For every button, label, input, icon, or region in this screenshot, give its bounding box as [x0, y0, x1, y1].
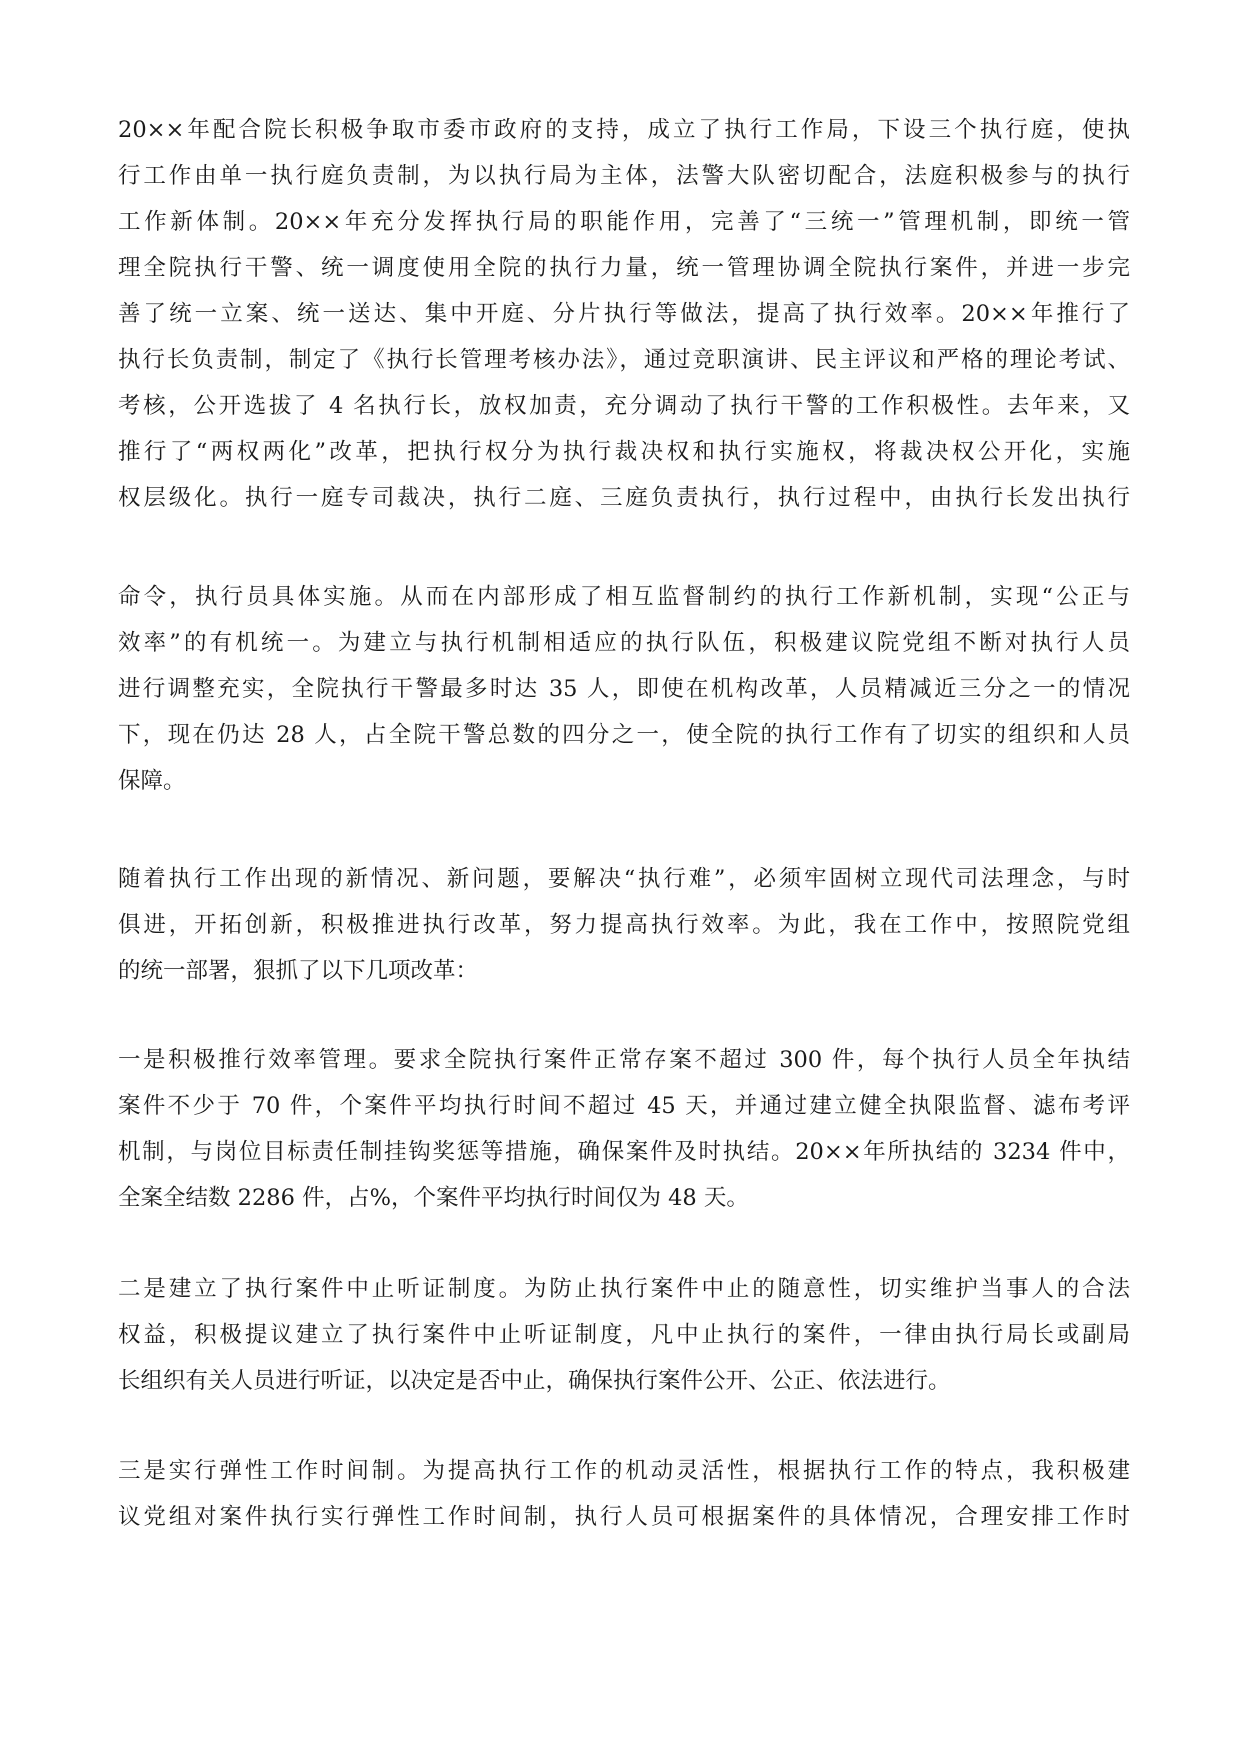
- text-line: 20××年配合院长积极争取市委市政府的支持，成立了执行工作局，下设三个执行庭，使执: [118, 117, 1130, 143]
- text-line: 三是实行弹性工作时间制。为提高执行工作的机动灵活性，根据执行工作的特点，我积极建: [118, 1458, 1130, 1484]
- text-line: 机制，与岗位目标责任制挂钩奖惩等措施，确保案件及时执结。20××年所执结的 3234 件中，: [118, 1139, 1130, 1165]
- text-line: 的统一部署，狠抓了以下几项改革：: [118, 958, 479, 984]
- text-line: 善了统一立案、统一送达、集中开庭、分片执行等做法，提高了执行效率。20××年推行了: [118, 301, 1130, 327]
- text-line: 执行长负责制，制定了《执行长管理考核办法》，通过竞职演讲、民主评议和严格的理论考试、: [118, 347, 1130, 373]
- text-line: 工作新体制。20××年充分发挥执行局的职能作用，完善了“三统一”管理机制，即统一管: [118, 209, 1130, 235]
- text-line: 行工作由单一执行庭负责制，为以执行局为主体，法警大队密切配合，法庭积极参与的执行: [118, 163, 1130, 189]
- text-line: 保障。: [118, 768, 186, 794]
- text-line: 权益，积极提议建立了执行案件中止听证制度，凡中止执行的案件，一律由执行局长或副局: [118, 1322, 1130, 1348]
- text-line: 长组织有关人员进行听证，以决定是否中止，确保执行案件公开、公正、依法进行。: [118, 1368, 951, 1394]
- text-line: 俱进，开拓创新，积极推进执行改革，努力提高执行效率。为此，我在工作中，按照院党组: [118, 912, 1130, 938]
- text-line: 随着执行工作出现的新情况、新问题，要解决“执行难”，必须牢固树立现代司法理念，与时: [118, 866, 1130, 892]
- text-line: 理全院执行干警、统一调度使用全院的执行力量，统一管理协调全院执行案件，并进一步完: [118, 255, 1130, 281]
- text-line: 进行调整充实，全院执行干警最多时达 35 人，即使在机构改革，人员精减近三分之一的情况: [118, 676, 1130, 702]
- text-line: 一是积极推行效率管理。要求全院执行案件正常存案不超过 300 件，每个执行人员全年执结: [118, 1047, 1130, 1073]
- text-line: 全案全结数 2286 件，占%，个案件平均执行时间仅为 48 天。: [118, 1185, 749, 1211]
- text-line: 案件不少于 70 件，个案件平均执行时间不超过 45 天，并通过建立健全执限监督、滤布考评: [118, 1093, 1130, 1119]
- text-line: 权层级化。执行一庭专司裁决，执行二庭、三庭负责执行，执行过程中，由执行长发出执行: [118, 485, 1130, 511]
- text-line: 命令，执行员具体实施。从而在内部形成了相互监督制约的执行工作新机制，实现“公正与: [118, 584, 1130, 610]
- text-line: 议党组对案件执行实行弹性工作时间制，执行人员可根据案件的具体情况，合理安排工作时: [118, 1504, 1130, 1530]
- text-line: 下，现在仍达 28 人，占全院干警总数的四分之一，使全院的执行工作有了切实的组织和人员: [118, 722, 1130, 748]
- text-line: 推行了“两权两化”改革，把执行权分为执行裁决权和执行实施权，将裁决权公开化，实施: [118, 439, 1130, 465]
- text-line: 二是建立了执行案件中止听证制度。为防止执行案件中止的随意性，切实维护当事人的合法: [118, 1276, 1130, 1302]
- text-line: 效率”的有机统一。为建立与执行机制相适应的执行队伍，积极建议院党组不断对执行人员: [118, 630, 1130, 656]
- text-line: 考核，公开选拔了 4 名执行长，放权加责，充分调动了执行干警的工作积极性。去年来，又: [118, 393, 1130, 419]
